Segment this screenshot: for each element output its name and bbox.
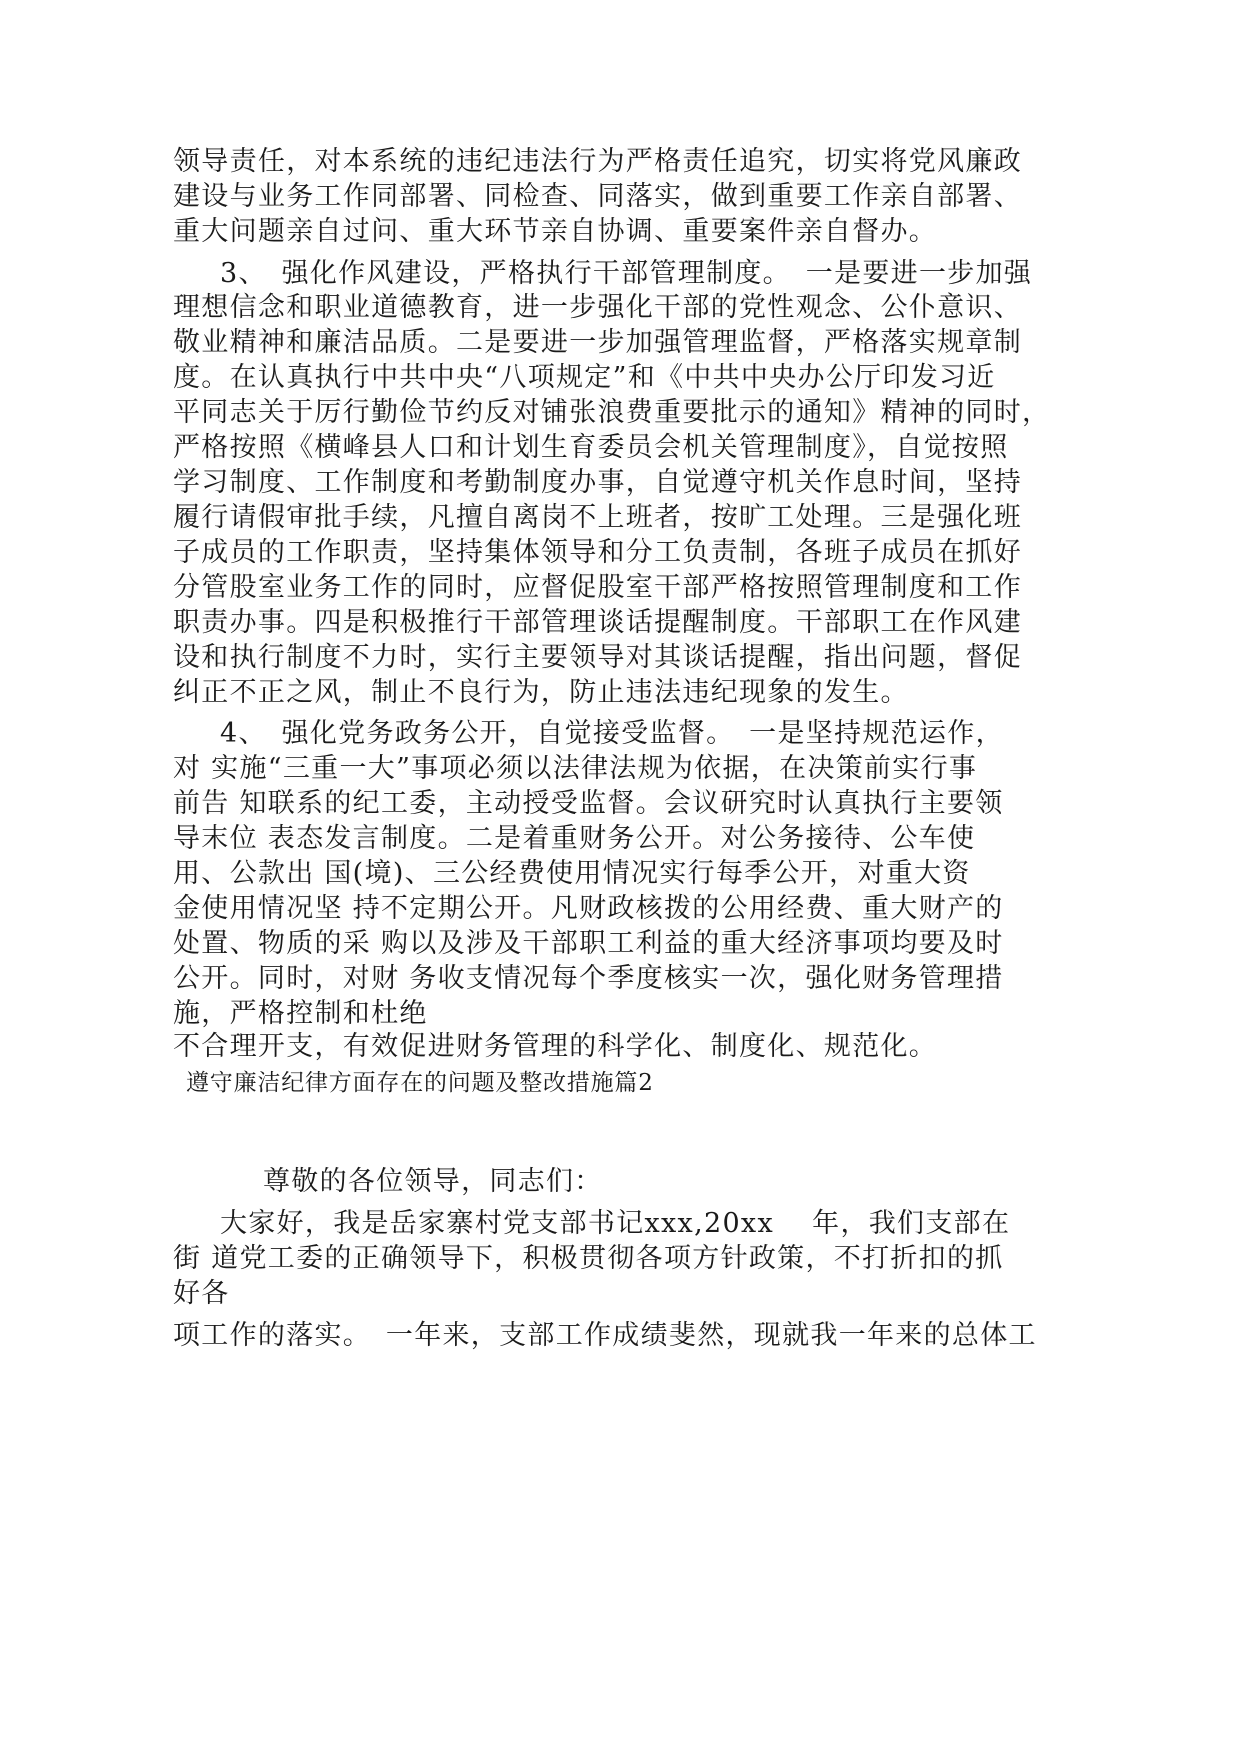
text-line: 建设与业务工作同部署、同检查、同落实，做到重要工作亲自部署、	[173, 181, 1022, 212]
text-line: 用、公款出 国(境)、三公经费使用情况实行每季公开，对重大资	[173, 858, 971, 889]
text-line: 严格按照《横峰县人口和计划生育委员会机关管理制度》，自觉按照	[173, 432, 1009, 463]
text-line: 学习制度、工作制度和考勤制度办事，自觉遵守机关作息时间，坚持	[173, 467, 1022, 498]
text-line: 前告 知联系的纪工委，主动授受监督。会议研究时认真执行主要领	[173, 788, 1004, 819]
text-line: 纠正不正之风，制止不良行为，防止违法违纪现象的发生。	[173, 677, 909, 708]
text-line: 项工作的落实。 一年来，支部工作成绩斐然，现就我一年来的总体工	[173, 1320, 1037, 1351]
text-line: 重大问题亲自过问、重大环节亲自协调、重要案件亲自督办。	[173, 216, 938, 247]
text-line: 理想信念和职业道德教育，进一步强化干部的党性观念、公仆意识、	[173, 292, 1022, 323]
text-line: 履行请假审批手续，凡擅自离岗不上班者，按旷工处理。三是强化班	[173, 502, 1022, 533]
text-line: 子成员的工作职责，坚持集体领导和分工负责制，各班子成员在抓好	[173, 537, 1022, 568]
text-line: 好各	[173, 1278, 230, 1309]
text-line: 导末位 表态发言制度。二是着重财务公开。对公务接待、公车使	[173, 823, 976, 854]
text-line: 街 道党工委的正确领导下，积极贯彻各项方针政策，不打折扣的抓	[173, 1243, 1004, 1274]
greeting: 尊敬的各位领导，同志们：	[263, 1166, 603, 1197]
text-line: 领导责任，对本系统的违纪违法行为严格责任追究，切实将党风廉政	[173, 146, 1022, 177]
text-line: 对 实施“三重一大”事项必须以法律法规为依据，在决策前实行事	[173, 753, 978, 784]
text-line: 分管股室业务工作的同时，应督促股室干部严格按照管理制度和工作	[173, 572, 1022, 603]
text-line: 3、 强化作风建设，严格执行干部管理制度。 一是要进一步加强	[220, 258, 1033, 289]
section-title: 遵守廉洁纪律方面存在的问题及整改措施篇2	[186, 1070, 654, 1096]
text-line: 处置、物质的采 购以及涉及干部职工利益的重大经济事项均要及时	[173, 928, 1004, 959]
text-line: 职责办事。四是积极推行干部管理谈话提醒制度。干部职工在作风建	[173, 607, 1022, 638]
text-line: 4、 强化党务政务公开，自觉接受监督。 一是坚持规范运作，	[220, 718, 1004, 749]
text-line: 公开。同时，对财 务收支情况每个季度核实一次，强化财务管理措	[173, 963, 1004, 994]
text-line: 金使用情况坚 持不定期公开。凡财政核拨的公用经费、重大财产的	[173, 893, 1004, 924]
text-line: 设和执行制度不力时，实行主要领导对其谈话提醒，指出问题，督促	[173, 642, 1022, 673]
text-line: 度。在认真执行中共中央“八项规定”和《中共中央办公厅印发习近	[173, 362, 996, 393]
text-line: 敬业精神和廉洁品质。二是要进一步加强管理监督，严格落实规章制	[173, 327, 1022, 358]
text-line: 不合理开支，有效促进财务管理的科学化、制度化、规范化。	[173, 1031, 938, 1062]
text-line: 平同志关于厉行勤俭节约反对铺张浪费重要批示的通知》精神的同时，	[173, 397, 1051, 428]
text-line: 大家好，我是岳家寨村党支部书记xxx,20xx 年，我们支部在	[220, 1208, 1011, 1239]
text-line: 施，严格控制和杜绝	[173, 998, 428, 1029]
